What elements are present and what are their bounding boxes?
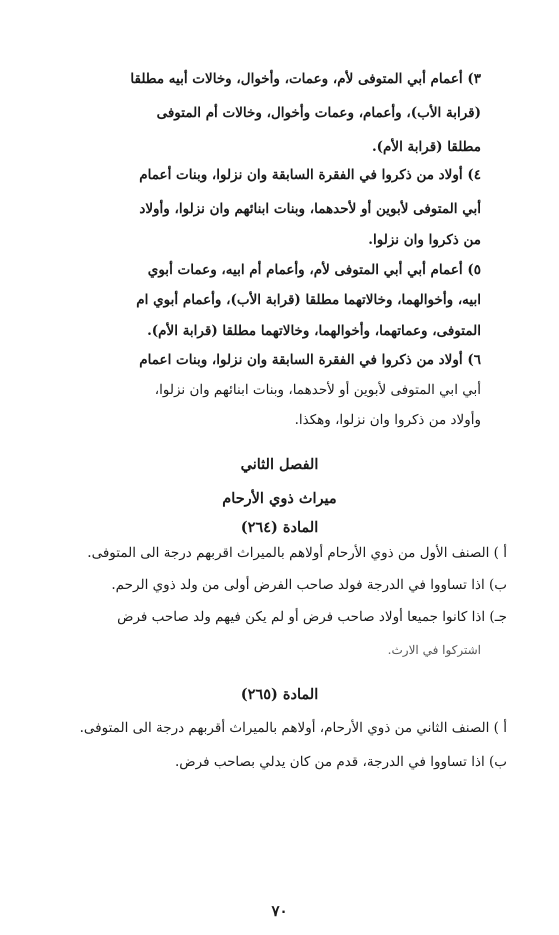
clause-line: ب) اذا تساووا في الدرجة فولد صاحب الفرض أولى من ولد ذوي الرحم. xyxy=(111,577,507,593)
text-line: مطلقا (قرابة الأم). xyxy=(371,139,481,155)
text-line: ابيه، وأخوالهما، وخالاتهما مطلقا (قرابة الأب)، وأعمام أبوي ام xyxy=(136,292,481,308)
chapter-title: الفصل الثاني xyxy=(240,456,319,473)
page-number: ٧٠ xyxy=(271,902,288,920)
clause-line: أ ) الصنف الثاني من ذوي الأرحام، أولاهم بالميراث أقربهم درجة الى المتوفى. xyxy=(79,720,507,736)
text-line: ٦) أولاد من ذكروا في الفقرة السابقة وان نزلوا، وبنات اعمام xyxy=(139,352,481,368)
chapter-subtitle: ميراث ذوي الأرحام xyxy=(222,490,337,507)
article-heading: المادة (٢٦٥) xyxy=(240,686,319,703)
text-line: المتوفى، وعماتهما، وأخوالهما، وخالاتهما مطلقا (قرابة الأم). xyxy=(147,323,481,339)
text-line: وأولاد من ذكروا وان نزلوا، وهكذا. xyxy=(294,412,481,428)
article-heading: المادة (٢٦٤) xyxy=(240,519,319,536)
clause-line: جـ) اذا كانوا جميعا أولاد صاحب فرض أو لم يكن فيهم ولد صاحب فرض xyxy=(117,609,507,625)
text-line: أبي المتوفى لأبوين أو لأحدهما، وبنات ابنائهم وان نزلوا، وأولاد xyxy=(139,201,481,217)
text-line: ٤) أولاد من ذكروا في الفقرة السابقة وان نزلوا، وبنات أعمام xyxy=(139,167,481,183)
text-line: ٣) أعمام أبي المتوفى لأم، وعمات، وأخوال، وخالات أبيه مطلقا xyxy=(130,71,481,87)
text-line: أبي ابي المتوفى لأبوين أو لأحدهما، وبنات ابنائهم وان نزلوا، xyxy=(154,382,481,398)
text-line: من ذكروا وان نزلوا. xyxy=(368,232,481,248)
text-line: ٥) أعمام أبي أبي المتوفى لأم، وأعمام أم ابيه، وعمات أبوي xyxy=(147,262,481,278)
clause-line: ب) اذا تساووا في الدرجة، قدم من كان يدلي بصاحب فرض. xyxy=(175,754,507,770)
text-line: (قرابة الأب)، وأعمام، وعمات وأخوال، وخالات أم المتوفى xyxy=(156,105,481,121)
clause-line: أ ) الصنف الأول من ذوي الأرحام أولاهم بالميراث اقربهم درجة الى المتوفى. xyxy=(87,545,507,561)
clause-line: اشتركوا في الارث. xyxy=(387,643,481,657)
